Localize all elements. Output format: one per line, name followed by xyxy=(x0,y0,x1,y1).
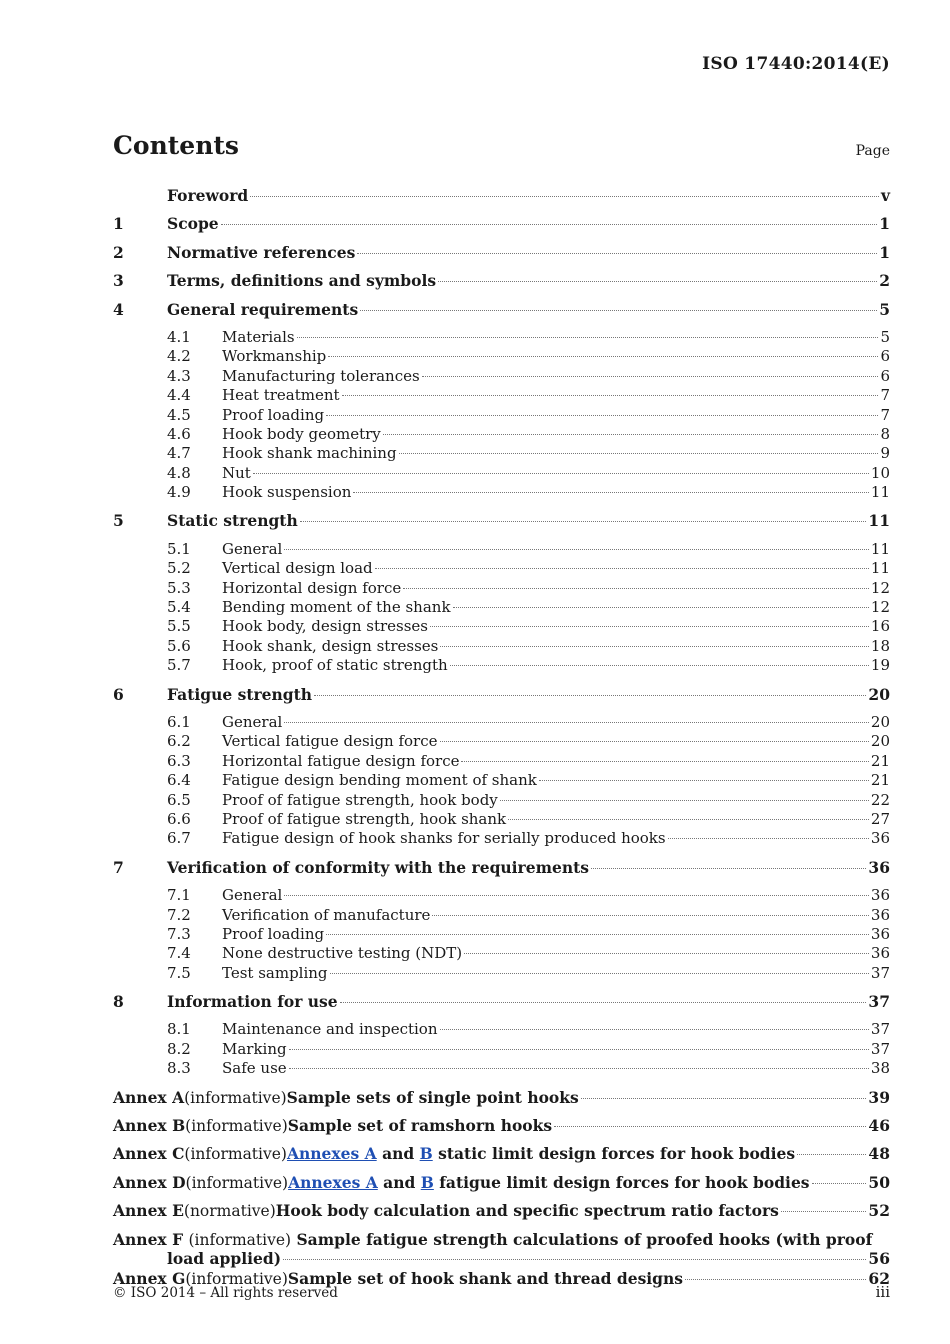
toc-subentry-title[interactable]: Vertical fatigue design force xyxy=(222,732,438,751)
annex-type: (informative) xyxy=(185,1173,289,1192)
annex-entry[interactable] xyxy=(113,1144,890,1172)
annex-entry[interactable] xyxy=(113,1173,890,1201)
annex-label: Annex G xyxy=(113,1268,186,1288)
toc-subentry-title[interactable]: Test sampling xyxy=(222,963,328,982)
toc-subentry[interactable] xyxy=(113,617,890,636)
toc-entry-page: 36 xyxy=(868,857,890,877)
toc-subentry[interactable] xyxy=(113,598,890,617)
annex-entry[interactable] xyxy=(113,1230,890,1269)
toc-subentry-page: 36 xyxy=(870,924,890,943)
toc-entry-title[interactable]: Verification of conformity with the requirements xyxy=(167,857,590,877)
annex-entry[interactable] xyxy=(113,1088,890,1116)
annex-link[interactable]: Annexes A xyxy=(288,1172,378,1192)
dot-leader xyxy=(250,196,879,197)
dot-leader xyxy=(357,253,877,254)
annex-page: 39 xyxy=(868,1087,890,1107)
toc-subentry[interactable] xyxy=(113,964,890,983)
toc-subentry-title[interactable]: Bending moment of the shank xyxy=(222,598,451,617)
toc-entry-number: 1 xyxy=(113,214,124,234)
toc-subentry-title[interactable]: Hook suspension xyxy=(222,483,352,502)
toc-subentry-title[interactable]: Hook shank, design stresses xyxy=(222,636,439,655)
toc-subentry-title[interactable]: Materials xyxy=(222,327,295,346)
annex-title-part: Sample fatigue strength calculations of proofed hooks (with proof xyxy=(296,1229,873,1249)
toc-entry[interactable] xyxy=(113,511,890,539)
dot-leader xyxy=(781,1211,867,1212)
toc-entry-page: 1 xyxy=(879,214,890,234)
annex-page: 56 xyxy=(868,1249,890,1269)
dot-leader xyxy=(450,665,869,666)
dot-leader xyxy=(284,549,869,550)
toc-subentry-title[interactable]: Hook body, design stresses xyxy=(222,617,429,636)
dot-leader xyxy=(314,695,866,696)
toc-subentry-number: 8.2 xyxy=(167,1039,191,1058)
toc-subentry-number: 8.3 xyxy=(167,1059,191,1078)
dot-leader xyxy=(328,356,878,357)
dot-leader xyxy=(221,224,878,225)
toc-subentry-page: 10 xyxy=(870,463,890,482)
toc-entry-number: 7 xyxy=(113,857,124,877)
toc-subentry-number: 4.8 xyxy=(167,463,191,482)
toc-subentry-page: 19 xyxy=(870,656,890,675)
dot-leader xyxy=(284,895,869,896)
toc-subentry-title[interactable]: Nut xyxy=(222,463,251,482)
toc-subentry[interactable] xyxy=(113,328,890,347)
toc-subentry-title[interactable]: Vertical design load xyxy=(222,559,373,578)
toc-subentry[interactable] xyxy=(113,406,890,425)
page-title: Contents xyxy=(113,131,240,160)
toc-subentry[interactable] xyxy=(113,925,890,944)
toc-entry-page: 2 xyxy=(879,271,890,291)
annex-page: 52 xyxy=(868,1201,890,1221)
dot-leader xyxy=(289,1068,869,1069)
dot-leader xyxy=(500,800,869,801)
toc-entry-title[interactable]: Static strength xyxy=(167,511,298,531)
dot-leader xyxy=(812,1183,867,1184)
page-column-label: Page xyxy=(855,143,890,159)
toc-subentry-page: 11 xyxy=(870,559,890,578)
toc-subentry[interactable] xyxy=(113,579,890,598)
toc-subentry-number: 5.2 xyxy=(167,559,191,578)
toc-subentry[interactable] xyxy=(113,810,890,829)
dot-leader xyxy=(289,1049,869,1050)
toc-subentry[interactable] xyxy=(113,347,890,366)
toc-subentry-number: 5.7 xyxy=(167,656,191,675)
toc-subentry[interactable] xyxy=(113,464,890,483)
toc-subentry[interactable] xyxy=(113,367,890,386)
annex-label: Annex D xyxy=(113,1172,186,1192)
annex-title-part: Sample sets of single point hooks xyxy=(286,1087,579,1107)
toc-subentry-page: 18 xyxy=(870,636,890,655)
annex-label: Annex B xyxy=(113,1116,186,1136)
toc-subentry-page: 16 xyxy=(870,617,890,636)
toc-subentry-page: 11 xyxy=(870,483,890,502)
toc-subentry-number: 4.1 xyxy=(167,327,191,346)
toc-subentry[interactable] xyxy=(113,656,890,675)
annex-title[interactable] xyxy=(288,1269,683,1288)
toc-entry-page: 20 xyxy=(868,684,890,704)
toc-entry-number: 2 xyxy=(113,242,124,262)
dot-leader xyxy=(581,1098,867,1099)
toc-subentry-number: 6.2 xyxy=(167,732,191,751)
toc-subentry-number: 7.2 xyxy=(167,905,191,924)
toc-subentry[interactable] xyxy=(113,713,890,732)
dot-leader xyxy=(508,819,869,820)
dot-leader xyxy=(326,934,869,935)
dot-leader xyxy=(297,337,879,338)
toc-subentry[interactable] xyxy=(113,483,890,502)
annex-title[interactable] xyxy=(276,1201,779,1220)
annex-page: 62 xyxy=(868,1268,890,1288)
toc-subentry-number: 6.4 xyxy=(167,771,191,790)
toc-entry-page: 5 xyxy=(879,299,890,319)
toc-subentry[interactable] xyxy=(113,540,890,559)
dot-leader xyxy=(539,780,869,781)
toc-subentry-title[interactable]: Marking xyxy=(222,1039,287,1058)
toc-subentry-title[interactable]: Proof loading xyxy=(222,405,325,424)
annex-title[interactable] xyxy=(287,1144,795,1163)
toc-subentry-number: 6.5 xyxy=(167,790,191,809)
annex-page: 48 xyxy=(868,1144,890,1164)
annex-label: Annex F xyxy=(113,1229,184,1249)
table-of-contents xyxy=(113,186,890,1297)
dot-leader xyxy=(591,868,866,869)
toc-subentry[interactable] xyxy=(113,425,890,444)
toc-subentry-number: 5.4 xyxy=(167,598,191,617)
dot-leader xyxy=(340,1002,867,1003)
toc-subentry[interactable] xyxy=(113,386,890,405)
toc-subentry-page: 20 xyxy=(870,712,890,731)
toc-subentry-page: 22 xyxy=(870,790,890,809)
annex-title-part: fatigue limit design forces for hook bodies xyxy=(433,1172,810,1192)
toc-subentry-page: 5 xyxy=(880,327,890,346)
toc-subentry[interactable] xyxy=(113,1040,890,1059)
toc-subentry[interactable] xyxy=(113,637,890,656)
toc-subentry-title[interactable]: Proof of fatigue strength, hook body xyxy=(222,790,498,809)
annex-page: 50 xyxy=(868,1172,890,1192)
dot-leader xyxy=(797,1154,866,1155)
dot-leader xyxy=(383,434,879,435)
annex-link[interactable]: B xyxy=(419,1144,433,1164)
toc-subentry-title[interactable]: General xyxy=(222,539,283,558)
dot-leader xyxy=(432,915,869,916)
toc-subentry-number: 4.9 xyxy=(167,483,191,502)
dot-leader xyxy=(283,1259,866,1260)
toc-subentry-title[interactable]: Manufacturing tolerances xyxy=(222,366,420,385)
toc-subentry[interactable] xyxy=(113,944,890,963)
toc-subentry-page: 36 xyxy=(870,886,890,905)
toc-subentry-title[interactable]: None destructive testing (NDT) xyxy=(222,944,463,963)
dot-leader xyxy=(440,646,869,647)
annex-label: Annex A xyxy=(113,1087,185,1107)
annex-link[interactable]: B xyxy=(420,1172,434,1192)
toc-subentry-number: 6.1 xyxy=(167,712,191,731)
toc-entry-page: 11 xyxy=(868,511,890,531)
toc-subentry-page: 12 xyxy=(870,578,890,597)
toc-entry-title[interactable]: Fatigue strength xyxy=(167,684,313,704)
toc-entry-number: 8 xyxy=(113,992,124,1012)
dot-leader xyxy=(440,741,869,742)
annex-title-part: Sample set of ramshorn hooks xyxy=(287,1116,553,1136)
toc-subentry[interactable] xyxy=(113,829,890,848)
toc-entry-number: 4 xyxy=(113,299,124,319)
toc-entry-number: 6 xyxy=(113,684,124,704)
dot-leader xyxy=(453,607,869,608)
toc-subentry-page: 6 xyxy=(880,366,890,385)
annex-title[interactable] xyxy=(288,1173,809,1192)
annex-label: Annex C xyxy=(113,1144,185,1164)
toc-subentry-title[interactable]: Workmanship xyxy=(222,347,327,366)
toc-entry[interactable] xyxy=(113,186,890,214)
toc-subentry-title[interactable]: General xyxy=(222,886,283,905)
dot-leader xyxy=(464,953,869,954)
document-reference: ISO 17440:2014(E) xyxy=(702,54,890,74)
annex-title-part: Sample set of hook shank and thread designs xyxy=(287,1268,684,1288)
toc-entry[interactable] xyxy=(113,300,890,328)
dot-leader xyxy=(284,722,869,723)
toc-subentry[interactable] xyxy=(113,1059,890,1078)
toc-subentry-number: 7.1 xyxy=(167,886,191,905)
annex-entry[interactable] xyxy=(113,1116,890,1144)
toc-subentry-page: 9 xyxy=(880,444,890,463)
toc-entry-title[interactable]: Terms, definitions and symbols xyxy=(167,271,437,291)
dot-leader xyxy=(554,1126,866,1127)
toc-subentry-number: 4.2 xyxy=(167,347,191,366)
toc-subentry-page: 7 xyxy=(880,386,890,405)
copyright-notice: © ISO 2014 – All rights reserved xyxy=(113,1285,338,1301)
dot-leader xyxy=(461,761,868,762)
annex-title-part: and xyxy=(376,1144,420,1164)
toc-subentry-page: 8 xyxy=(880,424,890,443)
toc-subentry[interactable] xyxy=(113,559,890,578)
dot-leader xyxy=(342,395,879,396)
annex-type: (informative) xyxy=(184,1088,287,1107)
toc-subentry-title[interactable]: Hook body geometry xyxy=(222,424,381,443)
toc-subentry-number: 4.7 xyxy=(167,444,191,463)
dot-leader xyxy=(685,1279,866,1280)
toc-entry-page: 37 xyxy=(868,992,890,1012)
toc-entry-page: 1 xyxy=(879,242,890,262)
toc-subentry-title[interactable]: Fatigue design bending moment of shank xyxy=(222,771,537,790)
toc-entry-page: v xyxy=(880,186,890,205)
dot-leader xyxy=(326,415,878,416)
toc-entry[interactable] xyxy=(113,992,890,1020)
toc-subentry-page: 11 xyxy=(870,539,890,558)
toc-subentry-number: 7.5 xyxy=(167,963,191,982)
toc-subentry-number: 4.5 xyxy=(167,405,191,424)
toc-subentry-title[interactable]: Proof of fatigue strength, hook shank xyxy=(222,809,507,828)
toc-entry-title[interactable]: Normative references xyxy=(167,242,356,262)
annex-title[interactable] xyxy=(287,1088,579,1107)
annex-title[interactable] xyxy=(296,1230,872,1249)
toc-subentry-page: 21 xyxy=(870,771,890,790)
toc-subentry-number: 8.1 xyxy=(167,1020,191,1039)
toc-subentry-number: 4.4 xyxy=(167,386,191,405)
toc-subentry-number: 6.6 xyxy=(167,809,191,828)
toc-subentry-number: 5.5 xyxy=(167,617,191,636)
toc-subentry[interactable] xyxy=(113,732,890,751)
toc-subentry[interactable] xyxy=(113,1020,890,1039)
toc-subentry-page: 38 xyxy=(870,1059,890,1078)
toc-subentry-title[interactable]: Hook, proof of static strength xyxy=(222,656,448,675)
toc-subentry-page: 21 xyxy=(870,751,890,770)
dot-leader xyxy=(353,492,869,493)
annex-title[interactable] xyxy=(288,1116,552,1135)
dot-leader xyxy=(440,1029,869,1030)
dot-leader xyxy=(360,310,877,311)
toc-subentry-number: 7.4 xyxy=(167,944,191,963)
dot-leader xyxy=(330,973,869,974)
toc-subentry-page: 37 xyxy=(870,1039,890,1058)
annex-page: 46 xyxy=(868,1116,890,1136)
dot-leader xyxy=(430,626,869,627)
toc-subentry-page: 37 xyxy=(870,1020,890,1039)
toc-subentry-number: 4.6 xyxy=(167,424,191,443)
toc-subentry-number: 5.3 xyxy=(167,578,191,597)
toc-subentry-number: 6.3 xyxy=(167,751,191,770)
toc-subentry-number: 7.3 xyxy=(167,924,191,943)
toc-subentry-title[interactable]: Horizontal design force xyxy=(222,578,402,597)
dot-leader xyxy=(253,473,869,474)
toc-subentry-title[interactable]: Hook shank machining xyxy=(222,444,397,463)
toc-entry-title[interactable]: Foreword xyxy=(167,186,249,205)
page-number: iii xyxy=(875,1283,890,1301)
toc-subentry-title[interactable]: Verification of manufacture xyxy=(222,905,431,924)
toc-entry-title[interactable]: General requirements xyxy=(167,299,359,319)
toc-subentry[interactable] xyxy=(113,906,890,925)
toc-subentry-title[interactable]: Horizontal fatigue design force xyxy=(222,751,460,770)
dot-leader xyxy=(300,521,867,522)
annex-title-continuation[interactable]: load applied) xyxy=(167,1249,282,1269)
toc-subentry-page: 36 xyxy=(870,829,890,848)
toc-subentry[interactable] xyxy=(113,886,890,905)
dot-leader xyxy=(438,281,877,282)
toc-entry[interactable] xyxy=(113,214,890,242)
toc-subentry-title[interactable]: Safe use xyxy=(222,1059,287,1078)
toc-subentry-page: 6 xyxy=(880,347,890,366)
toc-subentry-page: 37 xyxy=(870,963,890,982)
annex-title-part: Hook body calculation and specific spectrum ratio factors xyxy=(275,1201,779,1221)
toc-subentry[interactable] xyxy=(113,791,890,810)
dot-leader xyxy=(375,568,869,569)
toc-entry-title[interactable]: Scope xyxy=(167,214,219,234)
annex-type: (informative) xyxy=(185,1269,288,1288)
dot-leader xyxy=(399,453,879,454)
annex-type: (informative) xyxy=(184,1145,287,1164)
toc-subentry-number: 6.7 xyxy=(167,829,191,848)
toc-entry[interactable] xyxy=(113,243,890,271)
toc-entry-title[interactable]: Information for use xyxy=(167,992,338,1012)
toc-subentry-number: 4.3 xyxy=(167,366,191,385)
toc-subentry-title[interactable]: General xyxy=(222,712,283,731)
toc-subentry-title[interactable]: Heat treatment xyxy=(222,386,340,405)
toc-subentry-number: 5.6 xyxy=(167,636,191,655)
annex-link[interactable]: Annexes A xyxy=(286,1144,377,1164)
toc-subentry[interactable] xyxy=(113,771,890,790)
toc-subentry-page: 20 xyxy=(870,732,890,751)
annex-type: (informative) xyxy=(188,1230,292,1249)
toc-entry[interactable] xyxy=(113,685,890,713)
annex-title-part: and xyxy=(377,1172,421,1192)
toc-subentry-page: 7 xyxy=(880,405,890,424)
toc-entry[interactable] xyxy=(113,271,890,299)
toc-entry[interactable] xyxy=(113,858,890,886)
toc-entry-number: 3 xyxy=(113,271,124,291)
toc-subentry[interactable] xyxy=(113,444,890,463)
annex-entry[interactable] xyxy=(113,1201,890,1229)
toc-subentry-number: 5.1 xyxy=(167,539,191,558)
toc-subentry-page: 12 xyxy=(870,598,890,617)
dot-leader xyxy=(422,376,879,377)
annex-title-part: static limit design forces for hook bodies xyxy=(432,1144,796,1164)
annex-label: Annex E xyxy=(113,1201,184,1221)
dot-leader xyxy=(668,838,869,839)
annex-type: (informative) xyxy=(185,1117,288,1136)
toc-subentry-title[interactable]: Fatigue design of hook shanks for serially produced hooks xyxy=(222,829,666,848)
toc-subentry-title[interactable]: Maintenance and inspection xyxy=(222,1020,438,1039)
toc-subentry-page: 36 xyxy=(870,944,890,963)
annex-type: (normative) xyxy=(183,1202,276,1221)
toc-subentry-page: 27 xyxy=(870,809,890,828)
toc-entry-number: 5 xyxy=(113,511,124,531)
toc-subentry-page: 36 xyxy=(870,905,890,924)
dot-leader xyxy=(403,588,869,589)
toc-subentry-title[interactable]: Proof loading xyxy=(222,924,325,943)
toc-subentry[interactable] xyxy=(113,752,890,771)
